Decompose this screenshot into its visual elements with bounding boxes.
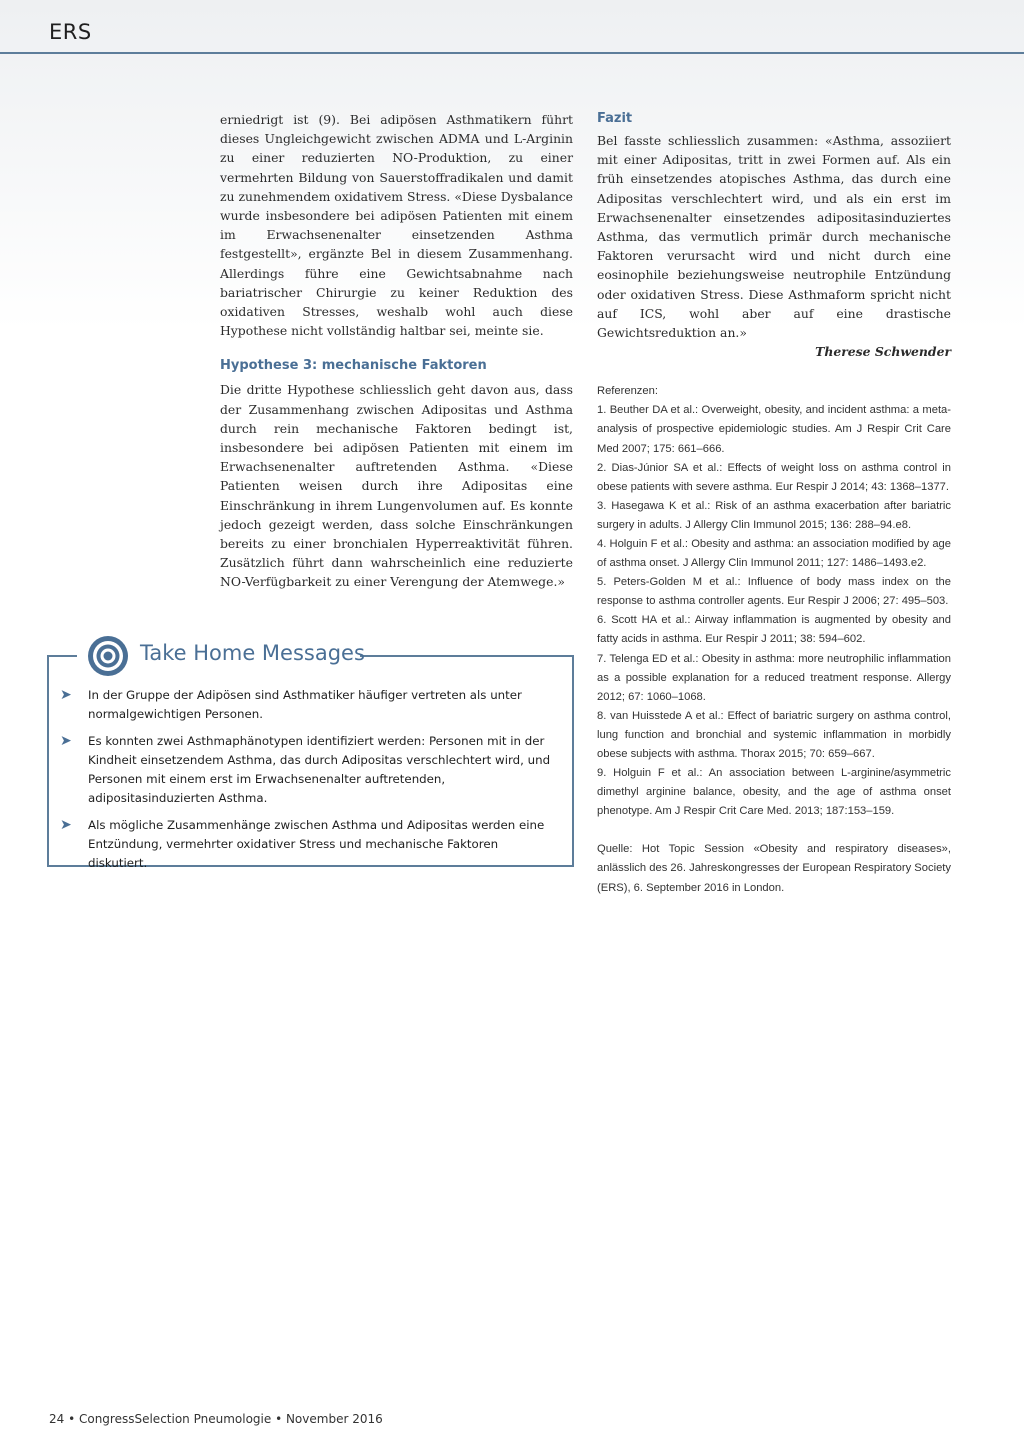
take-home-text: In der Gruppe der Adipösen sind Asthmatiker häufiger vertreten als unter normalgewichtigen Personen. <box>88 688 522 721</box>
references-label: Referenzen: <box>597 385 658 398</box>
reference-item: 1. Beuther DA et al.: Overweight, obesity, and incident asthma: a meta-analysis of prospective epidemiologic studies. Am J Respir Crit Care Med 2007; 175: 661–666. <box>597 404 951 455</box>
page-footer: 24 • CongressSelection Pneumologie • November 2016 <box>49 1412 383 1426</box>
reference-item: 9. Holguin F et al.: An association between L-arginine/asymmetric dimethyl arginine balance, obesity, and the age of asthma onset phenotype. Am J Respir Crit Care Med. 2013; 187:153–159. <box>597 767 951 818</box>
reference-item: 2. Dias-Júnior SA et al.: Effects of weight loss on asthma control in obese patients with severe asthma. Eur Respir J 2014; 43: 1368–1377. <box>597 461 951 493</box>
take-home-rule-left <box>47 655 77 657</box>
reference-item: 5. Peters-Golden M et al.: Influence of body mass index on the response to asthma controller agents. Eur Respir J 2006; 27: 495–503. <box>597 576 951 608</box>
reference-item: 4. Holguin F et al.: Obesity and asthma: an association modified by age of asthma onset. J Allergy Clin Immunol 2011; 127: 1486–1493.e2. <box>597 537 951 570</box>
reference-item: 7. Telenga ED et al.: Obesity in asthma: more neutrophilic inflammation as a possible explanation for a reduced treatment response. Allergy 2012; 67: 1060–1068. <box>597 652 951 703</box>
take-home-item <box>60 686 560 724</box>
reference-item: 6. Scott HA et al.: Airway inflammation is augmented by obesity and fatty acids in asthma. Eur Respir J 2011; 38: 594–602. <box>597 614 951 646</box>
intro-paragraph: erniedrigt ist (9). Bei adipösen Asthmatikern führt dieses Ungleichgewicht zwischen ADMA und L-Arginin zu einer reduzierten NO-Produktion, zu einer vermehrten Bildung von Sauerstoffradikalen und damit zu zunehmendem oxidativem Stress. «Diese Dysbalance wurde insbesondere bei adipösen Patienten mit einem im Erwachsenenalter einsetzenden Asthma festgestellt», ergänzte Bel in diesem Zusammenhang. Allerdings führe eine Gewichtsabnahme nach bariatrischer Chirurgie zu keiner Reduktion des oxidativen Stresses, weshalb wohl auch diese Hypothese nicht vollständig haltbar sei, meinte sie. <box>220 112 573 339</box>
reference-item: 3. Hasegawa K et al.: Risk of an asthma exacerbation after bariatric surgery in adults. J Allergy Clin Immunol 2015; 136: 288–94.e8. <box>597 499 951 531</box>
take-home-list <box>60 686 560 881</box>
section-heading: Hypothese 3: mechanische Faktoren <box>220 358 487 374</box>
take-home-rule-right <box>360 655 574 657</box>
references-list <box>597 401 951 821</box>
arrow-bullet-icon: ➤ <box>60 733 72 749</box>
take-home-text: Als mögliche Zusammenhänge zwischen Asthma und Adipositas werden eine Entzündung, vermehrter oxidativer Stress und mechanische Faktoren diskutiert. <box>88 818 545 870</box>
page-header <box>0 0 1024 54</box>
source-note: Quelle: Hot Topic Session «Obesity and respiratory diseases», anlässlich des 26. Jahreskongresses der European Respiratory Society (ERS), 6. September 2016 in London. <box>597 843 951 894</box>
take-home-text: Es konnten zwei Asthmaphänotypen identifiziert werden: Personen mit in der Kindheit einsetzendem Asthma, das durch Adipositas verschlechtert wird, und Personen mit einem erst im Erwachsenenalter auftretenden, adipositasinduzierten Asthma. <box>88 734 551 805</box>
take-home-item <box>60 816 560 873</box>
take-home-item <box>60 732 560 808</box>
take-home-title: Take Home Messages <box>140 641 365 665</box>
right-column <box>597 110 951 898</box>
target-icon <box>87 635 129 677</box>
author-signature: Therese Schwender <box>815 344 951 360</box>
brand-label: ERS <box>49 20 92 44</box>
left-column <box>220 110 573 592</box>
section-paragraph: Die dritte Hypothese schliesslich geht davon aus, dass der Zusammenhang zwischen Adipositas und Asthma durch rein mechanische Faktoren bedingt ist, insbesondere bei adipösen Patienten mit einem im Erwachsenenalter auftretenden Asthma. «Diese Patienten weisen durch ihre Adipositas eine Einschränkung in ihrem Lungenvolumen auf. Es konnte jedoch gezeigt werden, dass solche Einschränkungen bereits zu einer bronchialen Hyperreaktivität führen. Zusätzlich führt dann wahrscheinlich eine reduzierte NO-Verfügbarkeit zu einer Verengung der Atemwege.» <box>220 382 573 590</box>
arrow-bullet-icon: ➤ <box>60 817 72 833</box>
arrow-bullet-icon: ➤ <box>60 687 72 703</box>
fazit-heading: Fazit <box>597 111 633 126</box>
fazit-paragraph: Bel fasste schliesslich zusammen: «Asthma, assoziiert mit einer Adipositas, tritt in zwei Formen auf. Als ein früh einsetzendes atopisches Asthma, das durch eine Adipositas verschlechtert wird, und als ein erst im Erwachsenenalter einsetzendes adipositasinduziertes Asthma, das vermutlich primär durch mechanische Faktoren verursacht wird und nicht durch eine eosinophile beziehungsweise neutrophile Entzündung oder oxidativen Stress. Diese Asthmaform spricht nicht auf ICS, wohl aber auf eine drastische Gewichtsreduktion an.» <box>597 133 951 341</box>
reference-item: 8. van Huisstede A et al.: Effect of bariatric surgery on asthma control, lung function and bronchial and systemic inflammation in morbidly obese subjects with asthma. Thorax 2015; 70: 659–667. <box>597 709 951 761</box>
